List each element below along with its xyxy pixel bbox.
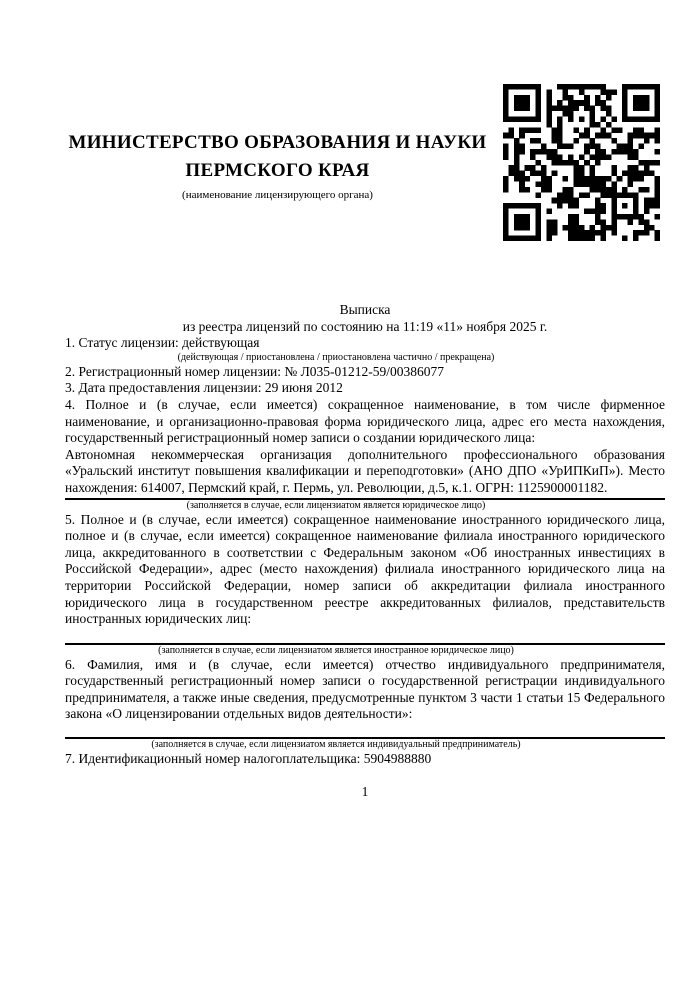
document-title: Выписка bbox=[339, 302, 391, 317]
ministry-name-line2: ПЕРМСКОГО КРАЯ bbox=[185, 160, 370, 181]
legal-entity-caption: (заполняется в случае, если лицензиатом является юридическое лицо) bbox=[186, 499, 486, 511]
document-body bbox=[65, 0, 665, 800]
foreign-entity-caption: (заполняется в случае, если лицензиатом является иностранное юридическое лицо) bbox=[158, 644, 514, 656]
legal-entity-answer: Автономная некоммерческая организация дополнительного профессионального образования «Уральский институт повышения квалификации и переподготовки» (АНО ДПО «УрИПКиП»). Место нахождения: 614007, Пермский край, г. Пермь, ул. Революции, д.5, к.1. ОГРН: 1125900001182. bbox=[65, 446, 665, 495]
ministry-name-line1: МИНИСТЕРСТВО ОБРАЗОВАНИЯ И НАУКИ bbox=[68, 132, 487, 153]
license-status-line: 1. Статус лицензии: действующая bbox=[65, 335, 260, 351]
grant-date-line: 3. Дата предоставления лицензии: 29 июня 2012 bbox=[65, 380, 343, 396]
registration-number-line: 2. Регистрационный номер лицензии: № Л035-01212-59/00386077 bbox=[65, 363, 445, 379]
legal-entity-question: 4. Полное и (в случае, если имеется) сокращенное наименование, в том числе фирменное наименование, и организационно-правовая форма юридического лица, адрес его места нахождения, государственный регистрационный номер записи о создании юридического лица: bbox=[65, 396, 665, 446]
foreign-entity-question: 5. Полное и (в случае, если имеется) сокращенное наименование иностранного юридического лица, полное и (в случае, если имеется) сокращенное наименование филиала иностранного юридического лица, аккредитованного в соответствии с Федеральным законом «Об иностранных инвестициях в Российской Федерации», адрес (место нахождения) филиала иностранного юридического лица на территории Российской Федерации, номер записи об аккредитации филиала иностранного юридического лица в государственном реестре аккредитованных филиалов, представительств иностранных юридических лиц: bbox=[65, 511, 665, 627]
ministry-caption: (наименование лицензирующего органа) bbox=[182, 189, 373, 201]
entrepreneur-caption: (заполняется в случае, если лицензиатом является индивидуальный предприниматель) bbox=[151, 739, 521, 751]
license-status-options-caption: (действующая / приостановлена / приостановлена частично / прекращена) bbox=[177, 351, 495, 363]
taxpayer-id-line: 7. Идентификационный номер налогоплательщика: 5904988880 bbox=[65, 751, 432, 767]
document-subtitle: из реестра лицензий по состоянию на 11:19 «11» ноября 2025 г. bbox=[182, 318, 548, 334]
entrepreneur-question: 6. Фамилия, имя и (в случае, если имеется) отчество индивидуального предпринимателя, государственный регистрационный номер записи о государственной регистрации индивидуального предпринимателя, а также иные сведения, предусмотренные пунктом 3 части 1 статьи 15 Федерального закона «О лицензировании отдельных видов деятельности»: bbox=[65, 656, 665, 722]
page-number: 1 bbox=[361, 783, 369, 799]
document-title-block bbox=[65, 302, 665, 335]
